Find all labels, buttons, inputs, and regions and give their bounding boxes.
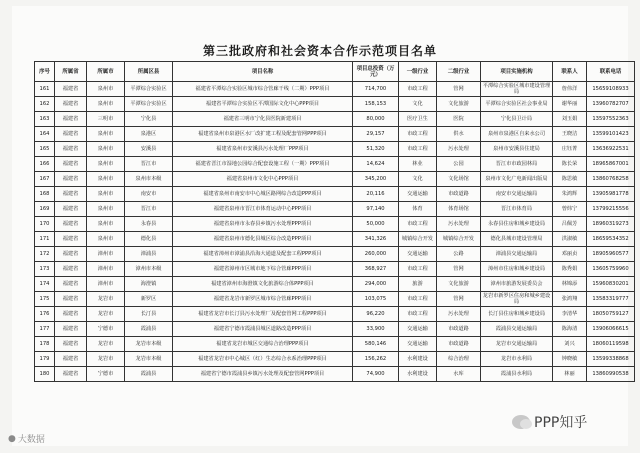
cell-col-phone: 13599338868 [587, 352, 635, 367]
cell-col-contact: 吕佩芳 [553, 217, 587, 232]
cell-col-agency: 永春县住房和城乡建设局 [481, 217, 553, 232]
cell-col-agency: 泉州市泉港区自来水公司 [481, 127, 553, 142]
cell-col-city: 漳州市 [87, 277, 125, 292]
table-row [35, 202, 635, 217]
cell-col-project-name: 福建省宁德市霞浦县乡镇污水处理及配套管网PPP项目 [173, 367, 353, 382]
cell-col-agency: 龙岩市新罗区住房和城乡建设局 [481, 292, 553, 307]
project-table [34, 61, 635, 382]
cell-col-city: 泉州市 [87, 97, 125, 112]
cell-col-city: 泉州市 [87, 202, 125, 217]
cell-col-investment: 80,000 [353, 112, 399, 127]
cell-col-industry-2: 污水处理 [437, 142, 481, 157]
cell-col-contact: 刘兴 [553, 337, 587, 352]
cell-col-project-name: 福建省泉州市泉港区水厂改扩建工程及配套管网PPP项目 [173, 127, 353, 142]
cell-col-industry-2: 体育场馆 [437, 202, 481, 217]
cell-col-industry-1: 旅游 [399, 277, 437, 292]
header-col-investment: 项目总投资（万元） [353, 62, 399, 82]
header-col-province: 所属省 [55, 62, 87, 82]
cell-col-contact: 陈海清 [553, 322, 587, 337]
header-col-seq: 序号 [35, 62, 55, 82]
cell-col-phone: 13605759960 [587, 262, 635, 277]
cell-col-seq: 171 [35, 232, 55, 247]
cell-col-seq: 176 [35, 307, 55, 322]
cell-col-industry-1: 市政工程 [399, 307, 437, 322]
cell-col-province: 福建省 [55, 157, 87, 172]
cell-col-industry-2: 市政道路 [437, 322, 481, 337]
cell-col-city: 漳州市 [87, 247, 125, 262]
cell-col-industry-2: 公路 [437, 247, 481, 262]
cell-col-province: 福建省 [55, 127, 87, 142]
cell-col-agency: 泉州市文化广电新闻出版局 [481, 172, 553, 187]
cell-col-seq: 164 [35, 127, 55, 142]
cell-col-contact: 王晓洁 [553, 127, 587, 142]
cell-col-contact: 谢华丽 [553, 97, 587, 112]
cell-col-district: 霞浦县 [125, 367, 173, 382]
cell-col-district: 霞浦县 [125, 322, 173, 337]
cell-col-seq: 180 [35, 367, 55, 382]
cell-col-city: 龙岩市 [87, 307, 125, 322]
table-row [35, 247, 635, 262]
cell-col-project-name: 福建省漳州市海澄镇文化旅游综合体PPP项目 [173, 277, 353, 292]
cell-col-agency: 霞浦县交通运输局 [481, 322, 553, 337]
cell-col-province: 福建省 [55, 142, 87, 157]
cell-col-seq: 169 [35, 202, 55, 217]
cell-col-province: 福建省 [55, 367, 87, 382]
cell-col-phone: 15659108933 [587, 82, 635, 97]
weibo-icon: ● [8, 433, 16, 444]
table-row [35, 307, 635, 322]
cell-col-agency: 晋江市市政园林局 [481, 157, 553, 172]
cell-col-province: 福建省 [55, 322, 87, 337]
header-col-city: 所属市 [87, 62, 125, 82]
cell-col-investment: 33,900 [353, 322, 399, 337]
cell-col-district: 安溪县 [125, 142, 173, 157]
cell-col-investment: 341,326 [353, 232, 399, 247]
cell-col-contact: 林丽 [553, 367, 587, 382]
cell-col-city: 三明市 [87, 112, 125, 127]
cell-col-industry-1: 市政工程 [399, 142, 437, 157]
cell-col-industry-2: 文化场馆 [437, 172, 481, 187]
cell-col-industry-1: 文化 [399, 97, 437, 112]
cell-col-agency: 晋江市体育局 [481, 202, 553, 217]
cell-col-industry-2: 污水处理 [437, 307, 481, 322]
cell-col-industry-1: 林业 [399, 157, 437, 172]
cell-col-district: 泉州市本级 [125, 172, 173, 187]
cell-col-project-name: 福建省龙岩市中心城区（红）生态综合水系治理PPP项目 [173, 352, 353, 367]
table-row [35, 322, 635, 337]
cell-col-phone: 18050759127 [587, 307, 635, 322]
cell-col-agency: 宁化县卫计局 [481, 112, 553, 127]
table-row [35, 262, 635, 277]
header-col-phone: 联系电话 [587, 62, 635, 82]
cell-col-province: 福建省 [55, 172, 87, 187]
table-row [35, 337, 635, 352]
cell-col-phone: 18060119598 [587, 337, 635, 352]
cell-col-project-name: 福建省宁德市霞浦县城区道路改造PPP项目 [173, 322, 353, 337]
cell-col-industry-1: 交通运输 [399, 337, 437, 352]
cell-col-agency: 德化县城市建设管理局 [481, 232, 553, 247]
header-col-contact: 联系人 [553, 62, 587, 82]
cell-col-industry-2: 医院 [437, 112, 481, 127]
cell-col-agency: 漳州市住房和城乡建设局 [481, 262, 553, 277]
cell-col-agency: 漳州市旅游发展委员会 [481, 277, 553, 292]
watermark-right [512, 412, 587, 432]
cell-col-phone: 15960830201 [587, 277, 635, 292]
cell-col-industry-1: 文化 [399, 172, 437, 187]
cell-col-investment: 368,927 [353, 262, 399, 277]
cell-col-district: 南安市 [125, 187, 173, 202]
cell-col-province: 福建省 [55, 232, 87, 247]
cell-col-agency: 泉州市安溪县住建局 [481, 142, 553, 157]
table-row [35, 187, 635, 202]
cell-col-agency: 龙岩市水利局 [481, 352, 553, 367]
cell-col-city: 泉州市 [87, 232, 125, 247]
cell-col-province: 福建省 [55, 307, 87, 322]
cell-col-province: 福建省 [55, 82, 87, 97]
table-row [35, 142, 635, 157]
cell-col-phone: 13860990538 [587, 367, 635, 382]
cell-col-project-name: 福建省泉州市南安市中心城区路网综合改造PPP项目 [173, 187, 353, 202]
cell-col-agency: 平潭综合实验区城市建设管理局 [481, 82, 553, 97]
cell-col-province: 福建省 [55, 97, 87, 112]
cell-col-contact: 陈秀娟 [553, 262, 587, 277]
cell-col-project-name: 福建省晋江市湿地公园综合配套设施工程（一期）PPP项目 [173, 157, 353, 172]
cell-col-industry-2: 城镇综合开发 [437, 232, 481, 247]
cell-col-phone: 13799215556 [587, 202, 635, 217]
cell-col-investment: 158,153 [353, 97, 399, 112]
cell-col-project-name: 福建省龙岩市新罗区城市综合管廊PPP项目 [173, 292, 353, 307]
cell-col-phone: 13636922531 [587, 142, 635, 157]
cell-col-phone: 18659534352 [587, 232, 635, 247]
wechat-icon [512, 415, 530, 429]
cell-col-industry-1: 交通运输 [399, 247, 437, 262]
cell-col-project-name: 福建省龙岩市长汀县污水处理厂及配套管网工程PPP项目 [173, 307, 353, 322]
table-header-row [35, 62, 635, 82]
cell-col-province: 福建省 [55, 187, 87, 202]
cell-col-investment: 29,157 [353, 127, 399, 142]
cell-col-city: 泉州市 [87, 142, 125, 157]
cell-col-industry-1: 交通运输 [399, 322, 437, 337]
cell-col-industry-1: 医疗卫生 [399, 112, 437, 127]
cell-col-province: 福建省 [55, 292, 87, 307]
cell-col-city: 宁德市 [87, 322, 125, 337]
cell-col-industry-2: 管网 [437, 82, 481, 97]
table-body [35, 82, 635, 382]
cell-col-district: 泉港区 [125, 127, 173, 142]
cell-col-seq: 172 [35, 247, 55, 262]
cell-col-industry-1: 交通运输 [399, 187, 437, 202]
cell-col-project-name: 福建省龙岩市城区交通综合治理PPP项目 [173, 337, 353, 352]
cell-col-investment: 714,700 [353, 82, 399, 97]
cell-col-city: 泉州市 [87, 82, 125, 97]
cell-col-city: 龙岩市 [87, 337, 125, 352]
cell-col-industry-1: 城镇综合开发 [399, 232, 437, 247]
table-row [35, 127, 635, 142]
cell-col-industry-1: 市政工程 [399, 217, 437, 232]
cell-col-seq: 162 [35, 97, 55, 112]
cell-col-province: 福建省 [55, 217, 87, 232]
header-col-agency: 项目实施机构 [481, 62, 553, 82]
cell-col-agency: 平潭综合实验区社会事业局 [481, 97, 553, 112]
cell-col-industry-1: 市政工程 [399, 82, 437, 97]
cell-col-district: 龙岩市本级 [125, 337, 173, 352]
cell-col-agency: 龙岩市交通运输局 [481, 337, 553, 352]
cell-col-contact: 陈思敏 [553, 172, 587, 187]
cell-col-industry-1: 市政工程 [399, 127, 437, 142]
cell-col-seq: 163 [35, 112, 55, 127]
cell-col-province: 福建省 [55, 247, 87, 262]
cell-col-project-name: 福建省泉州市德化县城区综合改造PPP项目 [173, 232, 353, 247]
cell-col-district: 平潭综合实验区 [125, 82, 173, 97]
cell-col-industry-2: 管网 [437, 292, 481, 307]
watermark-left [8, 432, 45, 445]
cell-col-investment: 50,000 [353, 217, 399, 232]
cell-col-contact: 邓丽贞 [553, 247, 587, 262]
cell-col-district: 漳州市本级 [125, 262, 173, 277]
cell-col-project-name: 福建省漳州市漳浦县沿海大通道及配套工程PPP项目 [173, 247, 353, 262]
cell-col-project-name: 福建省平潭综合实验区城市综合管廊干线（二期）PPP项目 [173, 82, 353, 97]
cell-col-district: 平潭综合实验区 [125, 97, 173, 112]
cell-col-investment: 345,200 [353, 172, 399, 187]
cell-col-district: 海澄镇 [125, 277, 173, 292]
cell-col-seq: 167 [35, 172, 55, 187]
cell-col-city: 泉州市 [87, 187, 125, 202]
cell-col-phone: 13583319777 [587, 292, 635, 307]
cell-col-investment: 74,900 [353, 367, 399, 382]
header-col-district: 所属区县 [125, 62, 173, 82]
cell-col-industry-2: 市政道路 [437, 337, 481, 352]
cell-col-industry-2: 文化旅游 [437, 277, 481, 292]
cell-col-phone: 13597552363 [587, 112, 635, 127]
cell-col-contact: 林锦添 [553, 277, 587, 292]
cell-col-seq: 178 [35, 337, 55, 352]
cell-col-investment: 97,140 [353, 202, 399, 217]
cell-col-phone: 13905981778 [587, 187, 635, 202]
cell-col-city: 宁德市 [87, 367, 125, 382]
table-row [35, 232, 635, 247]
cell-col-seq: 170 [35, 217, 55, 232]
cell-col-investment: 103,075 [353, 292, 399, 307]
cell-col-phone: 13906066615 [587, 322, 635, 337]
cell-col-phone: 13960782707 [587, 97, 635, 112]
cell-col-phone: 18905960577 [587, 247, 635, 262]
cell-col-city: 漳州市 [87, 262, 125, 277]
cell-col-seq: 179 [35, 352, 55, 367]
cell-col-contact: 刘玉娟 [553, 112, 587, 127]
cell-col-project-name: 福建省平潭综合实验区平潭国际文化中心PPP项目 [173, 97, 353, 112]
cell-col-seq: 168 [35, 187, 55, 202]
table-row [35, 292, 635, 307]
header-col-industry-1: 一级行业 [399, 62, 437, 82]
cell-col-seq: 173 [35, 262, 55, 277]
cell-col-industry-1: 市政工程 [399, 262, 437, 277]
cell-col-investment: 96,220 [353, 307, 399, 322]
table-row [35, 352, 635, 367]
table-row [35, 157, 635, 172]
table-row [35, 217, 635, 232]
cell-col-district: 新罗区 [125, 292, 173, 307]
cell-col-district: 永春县 [125, 217, 173, 232]
table-row [35, 97, 635, 112]
watermark-right-text: PPP知乎 [534, 415, 588, 431]
header-col-project-name: 项目名称 [173, 62, 353, 82]
cell-col-seq: 174 [35, 277, 55, 292]
cell-col-industry-2: 市政道路 [437, 187, 481, 202]
cell-col-agency: 霞浦县水利局 [481, 367, 553, 382]
cell-col-phone: 18960319273 [587, 217, 635, 232]
cell-col-project-name: 福建省泉州市安溪县污水处理厂PPP项目 [173, 142, 353, 157]
cell-col-industry-1: 体育 [399, 202, 437, 217]
cell-col-province: 福建省 [55, 352, 87, 367]
cell-col-district: 长汀县 [125, 307, 173, 322]
cell-col-investment: 580,146 [353, 337, 399, 352]
cell-col-project-name: 福建省三明市宁化县医院新建项目 [173, 112, 353, 127]
cell-col-province: 福建省 [55, 262, 87, 277]
cell-col-city: 泉州市 [87, 217, 125, 232]
table-row [35, 112, 635, 127]
cell-col-city: 泉州市 [87, 172, 125, 187]
cell-col-contact: 陈长荣 [553, 157, 587, 172]
document-page [12, 6, 628, 446]
cell-col-seq: 161 [35, 82, 55, 97]
cell-col-industry-2: 综合治理 [437, 352, 481, 367]
cell-col-seq: 177 [35, 322, 55, 337]
cell-col-phone: 18965867001 [587, 157, 635, 172]
cell-col-investment: 156,262 [353, 352, 399, 367]
table-row [35, 277, 635, 292]
cell-col-seq: 175 [35, 292, 55, 307]
watermark-left-text: 大数据 [17, 435, 45, 445]
cell-col-seq: 166 [35, 157, 55, 172]
cell-col-investment: 51,320 [353, 142, 399, 157]
cell-col-project-name: 福建省泉州市晋江市体育运动中心PPP项目 [173, 202, 353, 217]
cell-col-industry-2: 水库 [437, 367, 481, 382]
cell-col-contact: 李清华 [553, 307, 587, 322]
cell-col-industry-2: 供水 [437, 127, 481, 142]
cell-col-province: 福建省 [55, 202, 87, 217]
cell-col-city: 泉州市 [87, 157, 125, 172]
table-row [35, 172, 635, 187]
cell-col-contact: 张鸿翔 [553, 292, 587, 307]
cell-col-agency: 南安市交通运输局 [481, 187, 553, 202]
cell-col-city: 龙岩市 [87, 292, 125, 307]
cell-col-city: 泉州市 [87, 127, 125, 142]
cell-col-project-name: 福建省泉州市文化中心PPP项目 [173, 172, 353, 187]
cell-col-contact: 钟晓敏 [553, 352, 587, 367]
cell-col-investment: 260,000 [353, 247, 399, 262]
cell-col-phone: 13860768258 [587, 172, 635, 187]
cell-col-project-name: 福建省泉州市永春县乡镇污水处理PPP项目 [173, 217, 353, 232]
cell-col-seq: 165 [35, 142, 55, 157]
cell-col-investment: 20,116 [353, 187, 399, 202]
cell-col-province: 福建省 [55, 277, 87, 292]
cell-col-city: 龙岩市 [87, 352, 125, 367]
cell-col-industry-1: 市政工程 [399, 292, 437, 307]
cell-col-province: 福建省 [55, 112, 87, 127]
cell-col-phone: 13599101423 [587, 127, 635, 142]
cell-col-province: 福建省 [55, 337, 87, 352]
cell-col-contact: 洪淑敏 [553, 232, 587, 247]
cell-col-contact: 朱鸿辉 [553, 187, 587, 202]
document-title: 第三批政府和社会资本合作示范项目名单 [202, 44, 437, 58]
cell-col-contact: 詹伟洋 [553, 82, 587, 97]
cell-col-district: 德化县 [125, 232, 173, 247]
cell-col-industry-1: 水利建设 [399, 352, 437, 367]
cell-col-industry-2: 管网 [437, 262, 481, 277]
cell-col-district: 漳浦县 [125, 247, 173, 262]
cell-col-industry-2: 文化旅游 [437, 97, 481, 112]
cell-col-district: 晋江市 [125, 157, 173, 172]
cell-col-investment: 14,624 [353, 157, 399, 172]
cell-col-agency: 漳浦县交通运输局 [481, 247, 553, 262]
cell-col-investment: 294,000 [353, 277, 399, 292]
cell-col-district: 宁化县 [125, 112, 173, 127]
table-row [35, 367, 635, 382]
cell-col-contact: 曾炜宁 [553, 202, 587, 217]
header-col-industry-2: 二级行业 [437, 62, 481, 82]
table-row [35, 82, 635, 97]
cell-col-industry-2: 公园 [437, 157, 481, 172]
cell-col-project-name: 福建省漳州市区城市地下综合管廊PPP项目 [173, 262, 353, 277]
cell-col-industry-1: 水利建设 [399, 367, 437, 382]
cell-col-contact: 庄钰菁 [553, 142, 587, 157]
cell-col-district: 龙岩市本级 [125, 352, 173, 367]
cell-col-district: 晋江市 [125, 202, 173, 217]
cell-col-agency: 长汀县住房和城乡建设局 [481, 307, 553, 322]
cell-col-industry-2: 污水处理 [437, 217, 481, 232]
